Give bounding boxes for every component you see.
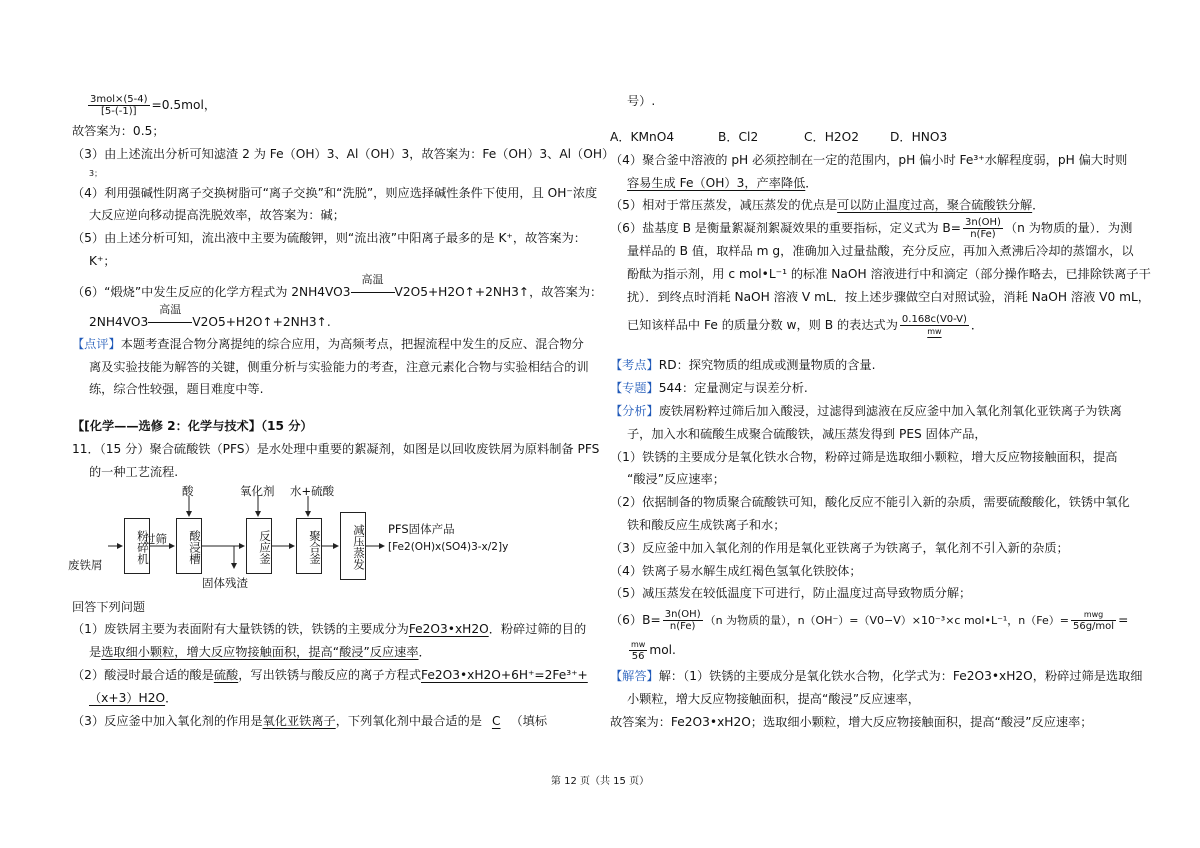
text-segment: （6）盐基度 B 是衡量絮凝剂絮凝效果的重要指标，定义式为 B=	[610, 221, 961, 236]
answer-line: 故答案为：0.5；	[72, 124, 165, 138]
flow-sieve-label: 过筛	[144, 531, 167, 546]
topic-line	[610, 377, 1140, 400]
text-line: 练，综合性较强，题目难度中等.	[89, 382, 264, 397]
left-column	[68, 90, 615, 732]
flow-box-crusher: 粉碎机	[124, 518, 150, 574]
text-segment: （n 为物质的量），n（OH⁻）=（V0−V）×10⁻³×c mol•L⁻¹，n（Fe）=	[704, 614, 1069, 628]
flow-residue-label: 固体残渣	[202, 575, 248, 590]
text-line: 号）.	[627, 94, 656, 108]
fraction	[963, 217, 1003, 240]
flow-acid-label: 酸	[182, 483, 194, 498]
fraction	[663, 609, 703, 632]
fraction-numerator: 3n(OH)	[965, 217, 1001, 229]
text-line: 离及实验技能为解答的关键，侧重分析与实验能力的考查，注意元素化合物与实验相结合的训	[89, 359, 589, 374]
topic-tag: 【专题】	[610, 381, 659, 396]
question-line: 11．（15 分）聚合硫酸铁（PFS）是水处理中重要的絮凝剂，如图是以回收废铁屑为原料制备 PFS	[72, 441, 600, 456]
keypoint-tag: 【考点】	[610, 358, 659, 373]
text-segment: ，写出铁锈与酸反应的离子方程式	[238, 667, 422, 682]
fraction-numerator: 0.168c(V0-V)	[901, 314, 967, 326]
answer-line: （x+3）H2O．	[89, 690, 178, 705]
fraction-result: =0.5mol，	[151, 98, 217, 112]
text-line: 子，加入水和硫酸生成聚合硫酸铁，减压蒸发得到 PES 固体产品，	[627, 426, 987, 441]
blank-answer: 选取细小颗粒，增大反应物接触面积，提高“酸浸”反应速率	[101, 645, 419, 660]
text-segment: （n 为物质的量）．为测	[1004, 221, 1133, 236]
flow-box-polymerizer: 聚合釜	[296, 518, 322, 574]
analysis-line	[610, 400, 1140, 423]
fraction-denominator: n(Fe)	[669, 621, 696, 633]
answer-line	[72, 710, 612, 733]
review-tag: 【点评】	[72, 336, 121, 351]
fraction-numerator: 3mol×(5-4)	[90, 94, 148, 105]
blank-answer: （x+3）H2O	[89, 690, 166, 705]
text-line: 小颗粒，增大反应物接触面积，提高“酸浸”反应速率，	[627, 691, 920, 706]
fraction-line	[72, 90, 612, 120]
text-segment: =	[1118, 613, 1129, 628]
text-line: （5）减压蒸发在较低温度下可进行，防止温度过高导致物质分解；	[610, 586, 972, 601]
text-line: 扰）．到终点时消耗 NaOH 溶液 V mL．按上述步骤做空白对照试验，消耗 NaOH 溶液 V0 mL，	[627, 289, 1150, 304]
text-line: 回答下列问题	[72, 599, 146, 614]
fraction-denominator: 56g/mol	[1072, 621, 1115, 633]
text-segment: 是	[89, 645, 102, 660]
fraction-denominator: 56	[631, 651, 645, 663]
text-segment: （3）反应釜中加入氧化剂的作用是	[72, 713, 263, 728]
flow-oxidizer-label: 氧化剂	[240, 483, 275, 498]
fraction-denominator: mw	[927, 327, 942, 337]
text-line: 3；	[89, 168, 103, 178]
solution-line	[610, 665, 1143, 688]
text-segment: （5）相对于常压蒸发，减压蒸发的优点是	[610, 198, 838, 213]
text-segment: V2O5+H2O↑+2NH3↑，故答案为：	[394, 284, 603, 299]
text-line: K⁺；	[89, 253, 116, 268]
text-segment: （2）酸浸时最合适的酸是	[72, 667, 214, 682]
blank-answer: 硫酸	[213, 667, 239, 682]
text-segment: （1）废铁屑主要为表面附有大量铁锈的铁，铁锈的主要成分为	[72, 622, 409, 637]
text-line: （3）由上述流出分析可知滤渣 2 为 Fe（OH）3、Al（OH）3，故答案为：Fe（OH）3、Al（OH）	[72, 146, 615, 161]
keypoint-line	[610, 354, 1140, 377]
options-line	[610, 126, 1140, 149]
text-segment: RD：探究物质的组成或测量物质的含量.	[658, 358, 876, 373]
fraction	[88, 94, 150, 117]
flow-water-acid-label: 水+硫酸	[290, 483, 335, 498]
page-footer: 第 12 页（共 15 页）	[550, 776, 650, 787]
answer-line	[72, 664, 612, 687]
process-flow-diagram	[68, 484, 538, 596]
text-segment: 解：（1）铁锈的主要成分是氧化铁水合物，化学式为：Fe2O3•xH2O，粉碎过筛是选取细	[658, 669, 1143, 684]
reaction-condition: 高温	[159, 302, 182, 316]
text-line: （4）铁离子易水解生成红褐色氢氧化铁胶体；	[610, 563, 862, 578]
text-line: （4）聚合釜中溶液的 pH 必须控制在一定的范围内，pH 偏小时 Fe³⁺水解程度弱，pH 偏大时则	[610, 152, 1128, 167]
option-b: B．Cl2	[718, 130, 759, 144]
fraction-denominator: n(Fe)	[970, 229, 996, 241]
reaction-condition: 高温	[361, 272, 384, 286]
text-segment: mol.	[649, 643, 676, 658]
text-segment: V2O5+H2O↑+2NH3↑.	[192, 314, 331, 329]
answer-line	[610, 217, 1140, 240]
text-segment: 本题考查混合物分离提纯的综合应用，为高频考点，把握流程中发生的反应、混合物分	[120, 336, 584, 351]
text-segment: ，下列氧化剂中最合适的是	[335, 713, 482, 728]
fraction-numerator: mw	[631, 640, 646, 650]
answer-line	[72, 618, 612, 641]
text-segment: （6）“煅烧”中发生反应的化学方程式为 2NH4VO3	[72, 284, 351, 299]
blank-answer: C	[491, 713, 501, 728]
answer-line: 已知该样品中 Fe 的质量分数 w，则 B 的表达式为 $\frac{0.168c(V0-V)}{mw}$ ．	[627, 314, 984, 337]
formula-line	[610, 605, 1140, 635]
right-column	[610, 90, 1151, 734]
flow-input-label: 废铁屑	[68, 557, 103, 572]
review-line	[72, 333, 612, 356]
answer-line: （5）相对于常压蒸发，减压蒸发的优点是可以防止温度过高，聚合硫酸铁分解．	[610, 198, 1045, 213]
text-segment: （6）B=	[610, 613, 661, 628]
answer-line: 容易生成 Fe（OH）3，产率降低．	[627, 175, 818, 190]
text-line: 故答案为：Fe2O3•xH2O；选取细小颗粒，增大反应物接触面积，提高“酸浸”反应速率；	[610, 714, 1093, 729]
text-line: 大反应逆向移动提高洗脱效率，故答案为：碱；	[89, 208, 345, 223]
fraction-answer	[900, 314, 969, 337]
text-line: （2）依据制备的物质聚合硫酸铁可知，酸化反应不能引入新的杂质，需要硫酸酸化，铁锈中氧化	[610, 495, 1130, 510]
flow-box-reactor: 反应釜	[246, 518, 272, 574]
flow-box-evaporator: 减压蒸发	[340, 512, 366, 580]
fraction	[1071, 609, 1116, 632]
text-line: 量样品的 B 值，取样品 m g，准确加入过量盐酸，充分反应，再加入煮沸后冷却的蒸馏水，以	[627, 243, 1134, 258]
equation-line	[72, 303, 612, 333]
text-line: （5）由上述分析可知，流出液中主要为硫酸钾，则“流出液”中阳离子最多的是 K⁺，故答案为：	[72, 231, 586, 246]
text-segment: ．粉碎过筛的目的	[488, 622, 587, 637]
flow-product-formula: [Fe2(OH)x(SO4)3-x/2]y	[388, 540, 509, 553]
option-d: D．HNO3	[890, 130, 948, 144]
text-line: （1）铁锈的主要成分是氧化铁水合物，粉碎过筛是选取细小颗粒，增大反应物接触面积，提高	[610, 449, 1118, 464]
analysis-tag: 【分析】	[610, 403, 659, 418]
text-line: 酚酞为指示剂，用 c mol•L⁻¹ 的标准 NaOH 溶液进行中和滴定（部分操作略去，已排除铁离子干	[627, 266, 1151, 281]
text-line: （3）反应釜中加入氧化剂的作用是氧化亚铁离子为铁离子，氧化剂不引入新的杂质；	[610, 540, 1069, 555]
formula-line	[610, 635, 1140, 665]
option-c: C．H2O2	[804, 130, 859, 144]
blank-answer: 氧化亚铁离子	[262, 713, 336, 728]
blank-answer: Fe2O3•xH2O+6H⁺=2Fe³⁺+	[421, 667, 588, 682]
text-line: 的一种工艺流程.	[89, 464, 179, 479]
flow-box-acid-tank: 酸浸槽	[176, 518, 202, 574]
blank-answer: 可以防止温度过高，聚合硫酸铁分解	[837, 198, 1033, 213]
text-segment: 已知该样品中 Fe 的质量分数 w，则 B 的表达式为	[627, 318, 898, 333]
fraction-denominator: [5-(-1)]	[100, 106, 137, 117]
text-line: “酸浸”反应速率；	[627, 472, 725, 487]
section-heading: 【[化学——选修 2：化学与技术】（15 分）	[72, 419, 313, 434]
flow-product-label: PFS固体产品	[388, 521, 455, 536]
text-segment: （填标	[510, 713, 548, 728]
text-line: （4）利用强碱性阴离子交换树脂可“离子交换”和“洗脱”，则应选择碱性条件下使用，且 OH⁻浓度	[72, 185, 598, 200]
blank-answer: 容易生成 Fe（OH）3，产率降低	[627, 175, 806, 190]
option-a: A．KMnO4	[610, 130, 675, 144]
fraction-numerator: 3n(OH)	[664, 609, 701, 621]
text-line: 铁和酸反应生成铁离子和水；	[627, 517, 786, 532]
answer-line: 是选取细小颗粒，增大反应物接触面积，提高“酸浸”反应速率．	[89, 645, 431, 660]
fraction	[629, 639, 647, 662]
solution-tag: 【解答】	[610, 669, 659, 684]
text-segment: 544：定量测定与误差分析.	[658, 381, 808, 396]
text-segment: 废铁屑粉粹过筛后加入酸浸，过滤得到滤液在反应釜中加入氧化剂氧化亚铁离子为铁离	[658, 403, 1122, 418]
text-segment: 2NH4VO3	[89, 314, 149, 329]
blank-answer: Fe2O3•xH2O	[408, 622, 489, 637]
fraction-numerator: mwg	[1071, 609, 1116, 621]
